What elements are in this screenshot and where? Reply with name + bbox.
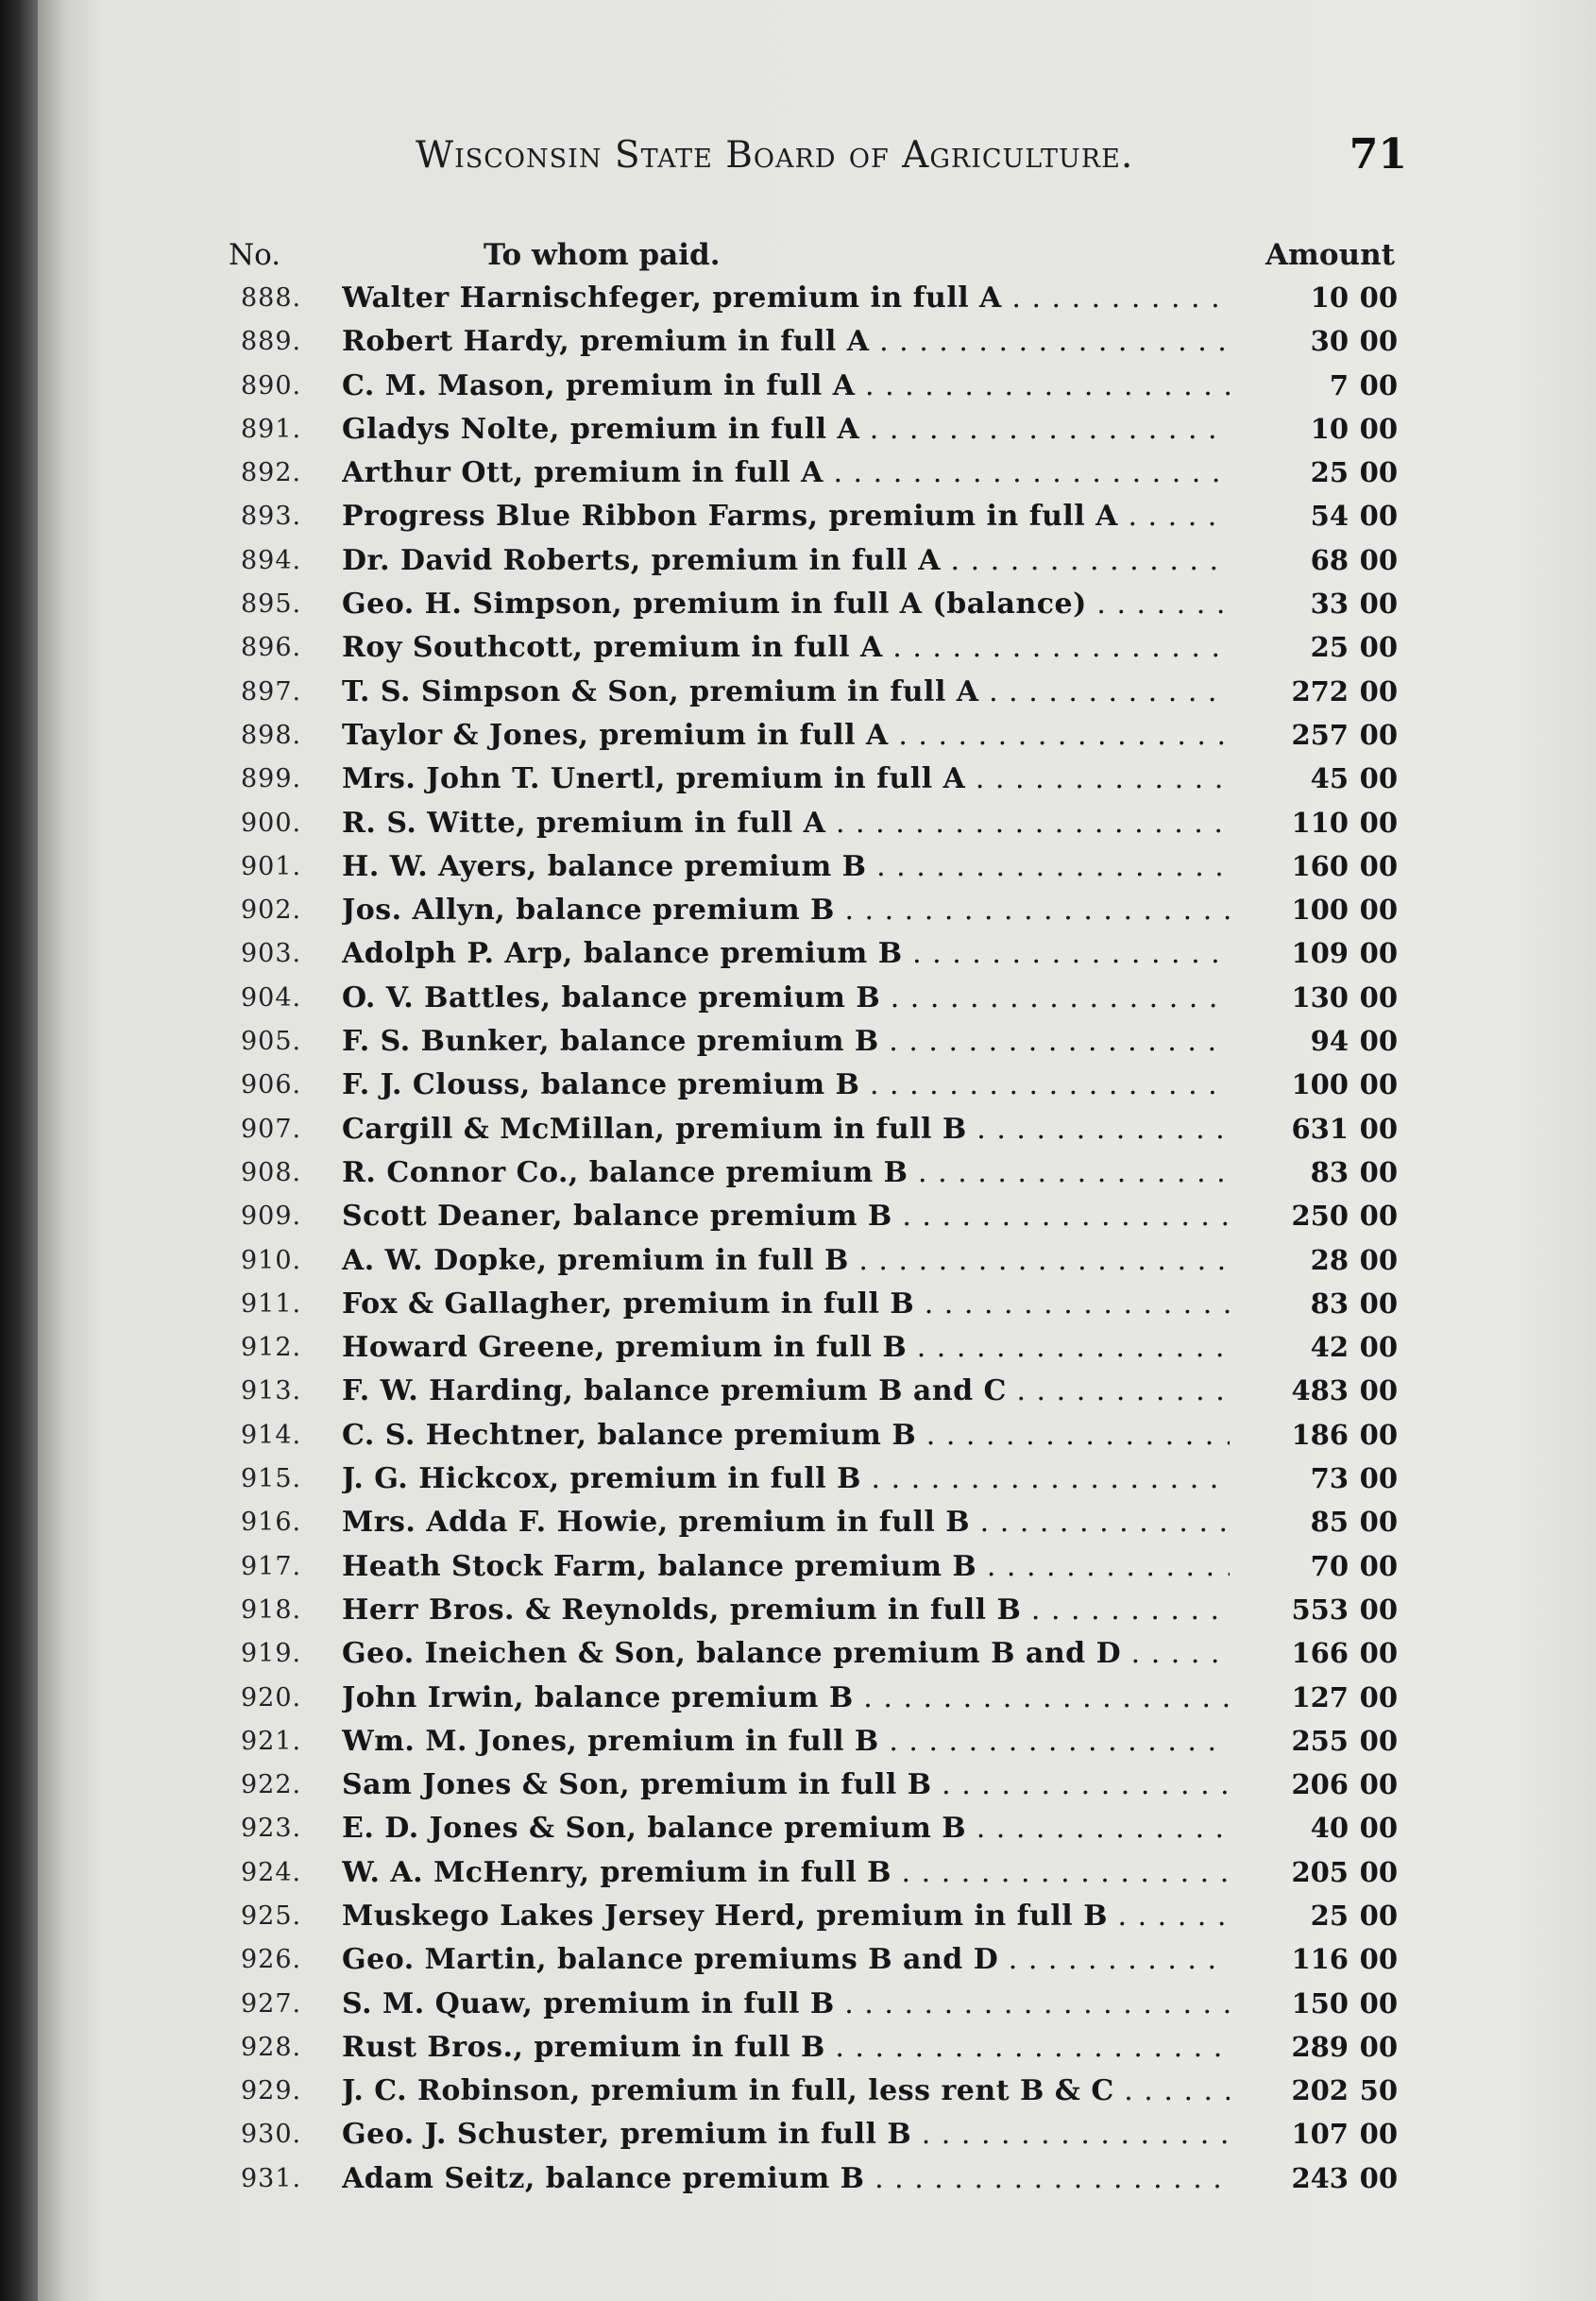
amount-cents: 00 <box>1359 1112 1398 1145</box>
amount-dollars: 83 <box>1310 1287 1349 1320</box>
amount-dollars: 30 <box>1310 325 1349 358</box>
ledger-row <box>0 366 1596 409</box>
ledger-row <box>0 1590 1596 1633</box>
payee-entry: O. V. Battles, balance premium B . . . <box>342 981 1230 1014</box>
amount-cents: 00 <box>1359 1331 1398 1364</box>
ledger-row <box>0 1984 1596 2027</box>
amount-cell <box>1256 719 1398 751</box>
payee-entry: Adolph P. Arp, balance premium B . . . <box>342 937 1230 970</box>
voucher-number: 910. <box>241 1245 302 1275</box>
amount-dollars: 130 <box>1291 980 1349 1014</box>
ledger-row <box>0 2158 1596 2202</box>
amount-dollars: 40 <box>1310 1812 1349 1845</box>
voucher-number: 889. <box>241 327 302 357</box>
payee-entry: Cargill & McMillan, premium in full B . . . <box>342 1113 1230 1146</box>
payee-entry: John Irwin, balance premium B . . . <box>342 1681 1230 1714</box>
payee-entry: Geo. J. Schuster, premium in full B . . . <box>342 2118 1230 2151</box>
payee-entry: Rust Bros., premium in full B . . . <box>342 2031 1230 2064</box>
amount-cents: 00 <box>1359 500 1398 533</box>
voucher-number: 903. <box>241 939 302 969</box>
ledger-row <box>0 1546 1596 1590</box>
amount-dollars: 272 <box>1291 674 1349 707</box>
amount-dollars: 255 <box>1291 1724 1349 1757</box>
ledger-row <box>0 2071 1596 2114</box>
amount-cents: 00 <box>1359 2118 1398 2151</box>
payee-entry: J. C. Robinson, premium in full, less rent B & C . . . <box>342 2074 1230 2107</box>
amount-cell <box>1256 588 1398 620</box>
amount-cents: 00 <box>1359 1593 1398 1626</box>
amount-dollars: 257 <box>1291 718 1349 751</box>
amount-cell <box>1256 1068 1398 1100</box>
voucher-number: 891. <box>241 414 302 444</box>
ledger-row <box>0 758 1596 802</box>
ledger-row <box>0 1939 1596 1983</box>
amount-dollars: 25 <box>1310 1899 1349 1932</box>
voucher-number: 915. <box>241 1464 302 1494</box>
payee-entry: Muskego Lakes Jersey Herd, premium in full B . . . <box>342 1900 1230 1933</box>
amount-dollars: 243 <box>1291 2161 1349 2194</box>
amount-cents: 00 <box>1359 543 1398 576</box>
amount-dollars: 45 <box>1310 762 1349 795</box>
amount-dollars: 10 <box>1310 281 1349 314</box>
voucher-number: 904. <box>241 982 302 1013</box>
amount-dollars: 202 <box>1291 2074 1349 2107</box>
voucher-number: 922. <box>241 1770 302 1800</box>
column-header-amount: Amount <box>1265 238 1395 272</box>
amount-cents: 00 <box>1359 674 1398 707</box>
amount-cell <box>1256 1550 1398 1582</box>
voucher-number: 890. <box>241 370 302 401</box>
ledger-row <box>0 321 1596 365</box>
voucher-number: 902. <box>241 895 302 926</box>
payee-entry: F. W. Harding, balance premium B and C . . . <box>342 1374 1230 1407</box>
amount-dollars: 110 <box>1291 806 1349 839</box>
amount-dollars: 85 <box>1310 1506 1349 1539</box>
amount-cents: 00 <box>1359 1243 1398 1276</box>
amount-dollars: 10 <box>1310 412 1349 445</box>
amount-cell <box>1256 1900 1398 1932</box>
amount-cents: 00 <box>1359 1287 1398 1320</box>
voucher-number: 893. <box>241 502 302 532</box>
amount-cell <box>1256 1025 1398 1057</box>
amount-cents: 00 <box>1359 1680 1398 1713</box>
ledger-row <box>0 2114 1596 2157</box>
amount-cell <box>1256 1113 1398 1145</box>
ledger-row <box>0 1240 1596 1284</box>
amount-cell <box>1256 1768 1398 1800</box>
ledger-row <box>0 496 1596 539</box>
amount-cell <box>1256 631 1398 663</box>
payee-entry: Geo. Ineichen & Son, balance premium B and D . . . <box>342 1637 1230 1670</box>
ledger-row <box>0 672 1596 715</box>
payee-entry: Jos. Allyn, balance premium B . . . <box>342 894 1230 927</box>
voucher-number: 928. <box>241 2032 302 2062</box>
ledger-row <box>0 452 1596 496</box>
ledger-row <box>0 846 1596 890</box>
amount-cell <box>1256 2162 1398 2194</box>
voucher-number: 896. <box>241 633 302 663</box>
amount-cell <box>1256 500 1398 532</box>
amount-cents: 00 <box>1359 412 1398 445</box>
amount-cents: 00 <box>1359 588 1398 621</box>
ledger-row <box>0 1196 1596 1239</box>
amount-cents: 00 <box>1359 1155 1398 1188</box>
amount-cell <box>1256 894 1398 926</box>
ledger-row <box>0 1721 1596 1764</box>
payee-entry: Arthur Ott, premium in full A . . . <box>342 456 1230 489</box>
amount-cents: 00 <box>1359 1812 1398 1845</box>
voucher-number: 913. <box>241 1376 302 1406</box>
ledger-row <box>0 803 1596 846</box>
amount-dollars: 553 <box>1291 1593 1349 1626</box>
voucher-number: 927. <box>241 1988 302 2019</box>
voucher-number: 909. <box>241 1202 302 1232</box>
amount-cell <box>1256 325 1398 357</box>
voucher-number: 898. <box>241 720 302 750</box>
amount-cell <box>1256 1856 1398 1888</box>
amount-cents: 00 <box>1359 980 1398 1014</box>
voucher-number: 888. <box>241 283 302 313</box>
voucher-number: 918. <box>241 1594 302 1625</box>
ledger-row <box>0 1109 1596 1152</box>
amount-cell <box>1256 807 1398 839</box>
amount-dollars: 100 <box>1291 894 1349 927</box>
amount-cents: 00 <box>1359 806 1398 839</box>
ledger-row <box>0 1327 1596 1371</box>
amount-dollars: 250 <box>1291 1200 1349 1233</box>
payee-entry: J. G. Hickcox, premium in full B . . . <box>342 1462 1230 1495</box>
amount-cell <box>1256 981 1398 1014</box>
voucher-number: 908. <box>241 1157 302 1187</box>
payee-entry: Wm. M. Jones, premium in full B . . . <box>342 1725 1230 1758</box>
payee-entry: Adam Seitz, balance premium B . . . <box>342 2162 1230 2195</box>
amount-dollars: 150 <box>1291 1986 1349 2020</box>
ledger-row <box>0 1284 1596 1327</box>
amount-cents: 00 <box>1359 1724 1398 1757</box>
payee-entry: Geo. H. Simpson, premium in full A (balance) . . . <box>342 588 1230 621</box>
amount-cents: 00 <box>1359 1899 1398 1932</box>
voucher-number: 906. <box>241 1070 302 1100</box>
voucher-number: 917. <box>241 1551 302 1581</box>
amount-cents: 00 <box>1359 1200 1398 1233</box>
amount-cents: 00 <box>1359 281 1398 314</box>
payee-entry: Taylor & Jones, premium in full A . . . <box>342 719 1230 752</box>
amount-dollars: 127 <box>1291 1680 1349 1713</box>
ledger-row <box>0 1764 1596 1808</box>
amount-dollars: 289 <box>1291 2030 1349 2063</box>
amount-cents: 00 <box>1359 894 1398 927</box>
amount-cents: 00 <box>1359 1637 1398 1670</box>
voucher-number: 914. <box>241 1420 302 1450</box>
amount-dollars: 631 <box>1291 1112 1349 1145</box>
amount-cell <box>1256 1200 1398 1232</box>
ledger-row <box>0 627 1596 671</box>
amount-dollars: 483 <box>1291 1374 1349 1407</box>
payee-entry: A. W. Dopke, premium in full B . . . <box>342 1244 1230 1277</box>
ledger-row <box>0 1415 1596 1458</box>
voucher-number: 929. <box>241 2076 302 2106</box>
voucher-number: 911. <box>241 1288 302 1319</box>
amount-dollars: 33 <box>1310 588 1349 621</box>
voucher-number: 916. <box>241 1508 302 1538</box>
amount-cents: 00 <box>1359 1374 1398 1407</box>
ledger-row <box>0 1852 1596 1896</box>
voucher-number: 920. <box>241 1682 302 1713</box>
amount-cell <box>1256 2074 1398 2106</box>
voucher-number: 919. <box>241 1639 302 1669</box>
payment-ledger <box>0 278 1596 2202</box>
payee-entry: Scott Deaner, balance premium B . . . <box>342 1200 1230 1233</box>
amount-cell <box>1256 1594 1398 1626</box>
amount-cents: 00 <box>1359 1025 1398 1058</box>
voucher-number: 924. <box>241 1857 302 1887</box>
amount-cell <box>1256 1462 1398 1494</box>
payee-entry: E. D. Jones & Son, balance premium B . . . <box>342 1812 1230 1845</box>
amount-cents: 00 <box>1359 2030 1398 2063</box>
ledger-row <box>0 1371 1596 1414</box>
payee-entry: F. J. Clouss, balance premium B . . . <box>342 1068 1230 1101</box>
amount-cell <box>1256 850 1398 882</box>
amount-dollars: 160 <box>1291 849 1349 882</box>
amount-dollars: 206 <box>1291 1768 1349 1801</box>
ledger-row <box>0 540 1596 584</box>
payee-entry: Howard Greene, premium in full B . . . <box>342 1331 1230 1364</box>
amount-cents: 00 <box>1359 1506 1398 1539</box>
page-number: 71 <box>1349 130 1407 179</box>
payee-entry: F. S. Bunker, balance premium B . . . <box>342 1025 1230 1058</box>
amount-cell <box>1256 1943 1398 1975</box>
amount-cell <box>1256 1506 1398 1538</box>
amount-dollars: 116 <box>1291 1943 1349 1976</box>
ledger-row <box>0 1458 1596 1502</box>
amount-dollars: 68 <box>1310 543 1349 576</box>
ledger-row <box>0 978 1596 1021</box>
voucher-number: 897. <box>241 676 302 707</box>
amount-cell <box>1256 1287 1398 1320</box>
ledger-row <box>0 933 1596 977</box>
amount-cell <box>1256 1331 1398 1363</box>
amount-cents: 00 <box>1359 1943 1398 1976</box>
ledger-row <box>0 1896 1596 1939</box>
ledger-row <box>0 1152 1596 1196</box>
amount-dollars: 205 <box>1291 1855 1349 1888</box>
payee-entry: C. S. Hechtner, balance premium B . . . <box>342 1419 1230 1452</box>
payee-entry: Mrs. Adda F. Howie, premium in full B . . . <box>342 1506 1230 1539</box>
payee-entry: R. Connor Co., balance premium B . . . <box>342 1156 1230 1189</box>
amount-cell <box>1256 369 1398 401</box>
amount-cell <box>1256 1637 1398 1669</box>
voucher-number: 931. <box>241 2163 302 2193</box>
payee-entry: C. M. Mason, premium in full A . . . <box>342 369 1230 402</box>
amount-cell <box>1256 2118 1398 2150</box>
amount-cents: 00 <box>1359 1986 1398 2020</box>
amount-cell <box>1256 1244 1398 1276</box>
payee-entry: Roy Southcott, premium in full A . . . <box>342 631 1230 664</box>
voucher-number: 905. <box>241 1027 302 1057</box>
voucher-number: 912. <box>241 1333 302 1363</box>
amount-cents: 00 <box>1359 1768 1398 1801</box>
running-title: Wisconsin State Board of Agriculture. <box>416 134 1134 177</box>
amount-cents: 00 <box>1359 1855 1398 1888</box>
amount-cents: 00 <box>1359 2161 1398 2194</box>
amount-cents: 00 <box>1359 762 1398 795</box>
ledger-row <box>0 1678 1596 1721</box>
voucher-number: 921. <box>241 1726 302 1756</box>
amount-cents: 00 <box>1359 718 1398 751</box>
amount-dollars: 109 <box>1291 937 1349 970</box>
payee-entry: S. M. Quaw, premium in full B . . . <box>342 1987 1230 2020</box>
voucher-number: 892. <box>241 458 302 488</box>
amount-cell <box>1256 1725 1398 1757</box>
amount-cell <box>1256 456 1398 488</box>
ledger-row <box>0 715 1596 758</box>
amount-dollars: 54 <box>1310 500 1349 533</box>
amount-cell <box>1256 1681 1398 1713</box>
voucher-number: 900. <box>241 808 302 838</box>
amount-cell <box>1256 1987 1398 2020</box>
payee-entry: Heath Stock Farm, balance premium B . . . <box>342 1550 1230 1583</box>
amount-cents: 00 <box>1359 849 1398 882</box>
payee-entry: Herr Bros. & Reynolds, premium in full B . . . <box>342 1594 1230 1627</box>
amount-dollars: 107 <box>1291 2118 1349 2151</box>
ledger-row <box>0 584 1596 627</box>
amount-cell <box>1256 762 1398 794</box>
amount-dollars: 70 <box>1310 1549 1349 1582</box>
amount-cell <box>1256 281 1398 314</box>
amount-cell <box>1256 413 1398 445</box>
amount-dollars: 73 <box>1310 1462 1349 1495</box>
amount-dollars: 83 <box>1310 1155 1349 1188</box>
amount-cell <box>1256 1156 1398 1188</box>
amount-cell <box>1256 1419 1398 1451</box>
amount-cents: 00 <box>1359 631 1398 664</box>
amount-cents: 00 <box>1359 456 1398 489</box>
amount-cell <box>1256 544 1398 576</box>
ledger-row <box>0 1633 1596 1677</box>
voucher-number: 899. <box>241 764 302 794</box>
payee-entry: Robert Hardy, premium in full A . . . <box>342 325 1230 358</box>
ledger-row <box>0 1065 1596 1108</box>
voucher-number: 895. <box>241 589 302 620</box>
ledger-row <box>0 278 1596 321</box>
payee-entry: T. S. Simpson & Son, premium in full A . . . <box>342 675 1230 708</box>
amount-dollars: 7 <box>1329 368 1349 401</box>
payee-entry: Sam Jones & Son, premium in full B . . . <box>342 1768 1230 1801</box>
ledger-row <box>0 409 1596 452</box>
ledger-row <box>0 1808 1596 1851</box>
voucher-number: 894. <box>241 545 302 575</box>
page-header <box>416 130 1407 191</box>
amount-cents: 00 <box>1359 325 1398 358</box>
payee-entry: Walter Harnischfeger, premium in full A . . . <box>342 281 1230 315</box>
amount-cell <box>1256 1374 1398 1406</box>
payee-entry: Fox & Gallagher, premium in full B . . . <box>342 1287 1230 1321</box>
voucher-number: 926. <box>241 1945 302 1975</box>
amount-cents: 00 <box>1359 1418 1398 1451</box>
amount-dollars: 25 <box>1310 456 1349 489</box>
ledger-row <box>0 1021 1596 1065</box>
amount-cell <box>1256 675 1398 707</box>
amount-cell <box>1256 937 1398 969</box>
voucher-number: 930. <box>241 2120 302 2150</box>
amount-dollars: 166 <box>1291 1637 1349 1670</box>
amount-dollars: 28 <box>1310 1243 1349 1276</box>
amount-dollars: 94 <box>1310 1025 1349 1058</box>
amount-cell <box>1256 1812 1398 1844</box>
amount-dollars: 42 <box>1310 1331 1349 1364</box>
voucher-number: 923. <box>241 1814 302 1844</box>
payee-entry: Geo. Martin, balance premiums B and D . . . <box>342 1943 1230 1976</box>
payee-entry: Gladys Nolte, premium in full A . . . <box>342 413 1230 446</box>
amount-cents: 00 <box>1359 1462 1398 1495</box>
voucher-number: 925. <box>241 1900 302 1931</box>
ledger-row <box>0 890 1596 933</box>
amount-cell <box>1256 2031 1398 2063</box>
payee-entry: Progress Blue Ribbon Farms, premium in full A . . . <box>342 500 1230 533</box>
voucher-number: 907. <box>241 1114 302 1144</box>
ledger-row <box>0 2027 1596 2071</box>
amount-dollars: 186 <box>1291 1418 1349 1451</box>
amount-dollars: 25 <box>1310 631 1349 664</box>
amount-cents: 00 <box>1359 1549 1398 1582</box>
ledger-row <box>0 1502 1596 1545</box>
payee-entry: R. S. Witte, premium in full A . . . <box>342 807 1230 840</box>
amount-cents: 00 <box>1359 1068 1398 1101</box>
payee-entry: Dr. David Roberts, premium in full A . . . <box>342 544 1230 577</box>
amount-cents: 00 <box>1359 368 1398 401</box>
column-header-to-whom-paid: To whom paid. <box>484 238 721 272</box>
amount-cents: 00 <box>1359 937 1398 970</box>
payee-entry: H. W. Ayers, balance premium B . . . <box>342 850 1230 883</box>
amount-cents: 50 <box>1359 2074 1398 2107</box>
payee-entry: Mrs. John T. Unertl, premium in full A . . . <box>342 762 1230 795</box>
voucher-number: 901. <box>241 851 302 881</box>
payee-entry: W. A. McHenry, premium in full B . . . <box>342 1856 1230 1889</box>
column-header-no: No. <box>229 238 281 272</box>
amount-dollars: 100 <box>1291 1068 1349 1101</box>
